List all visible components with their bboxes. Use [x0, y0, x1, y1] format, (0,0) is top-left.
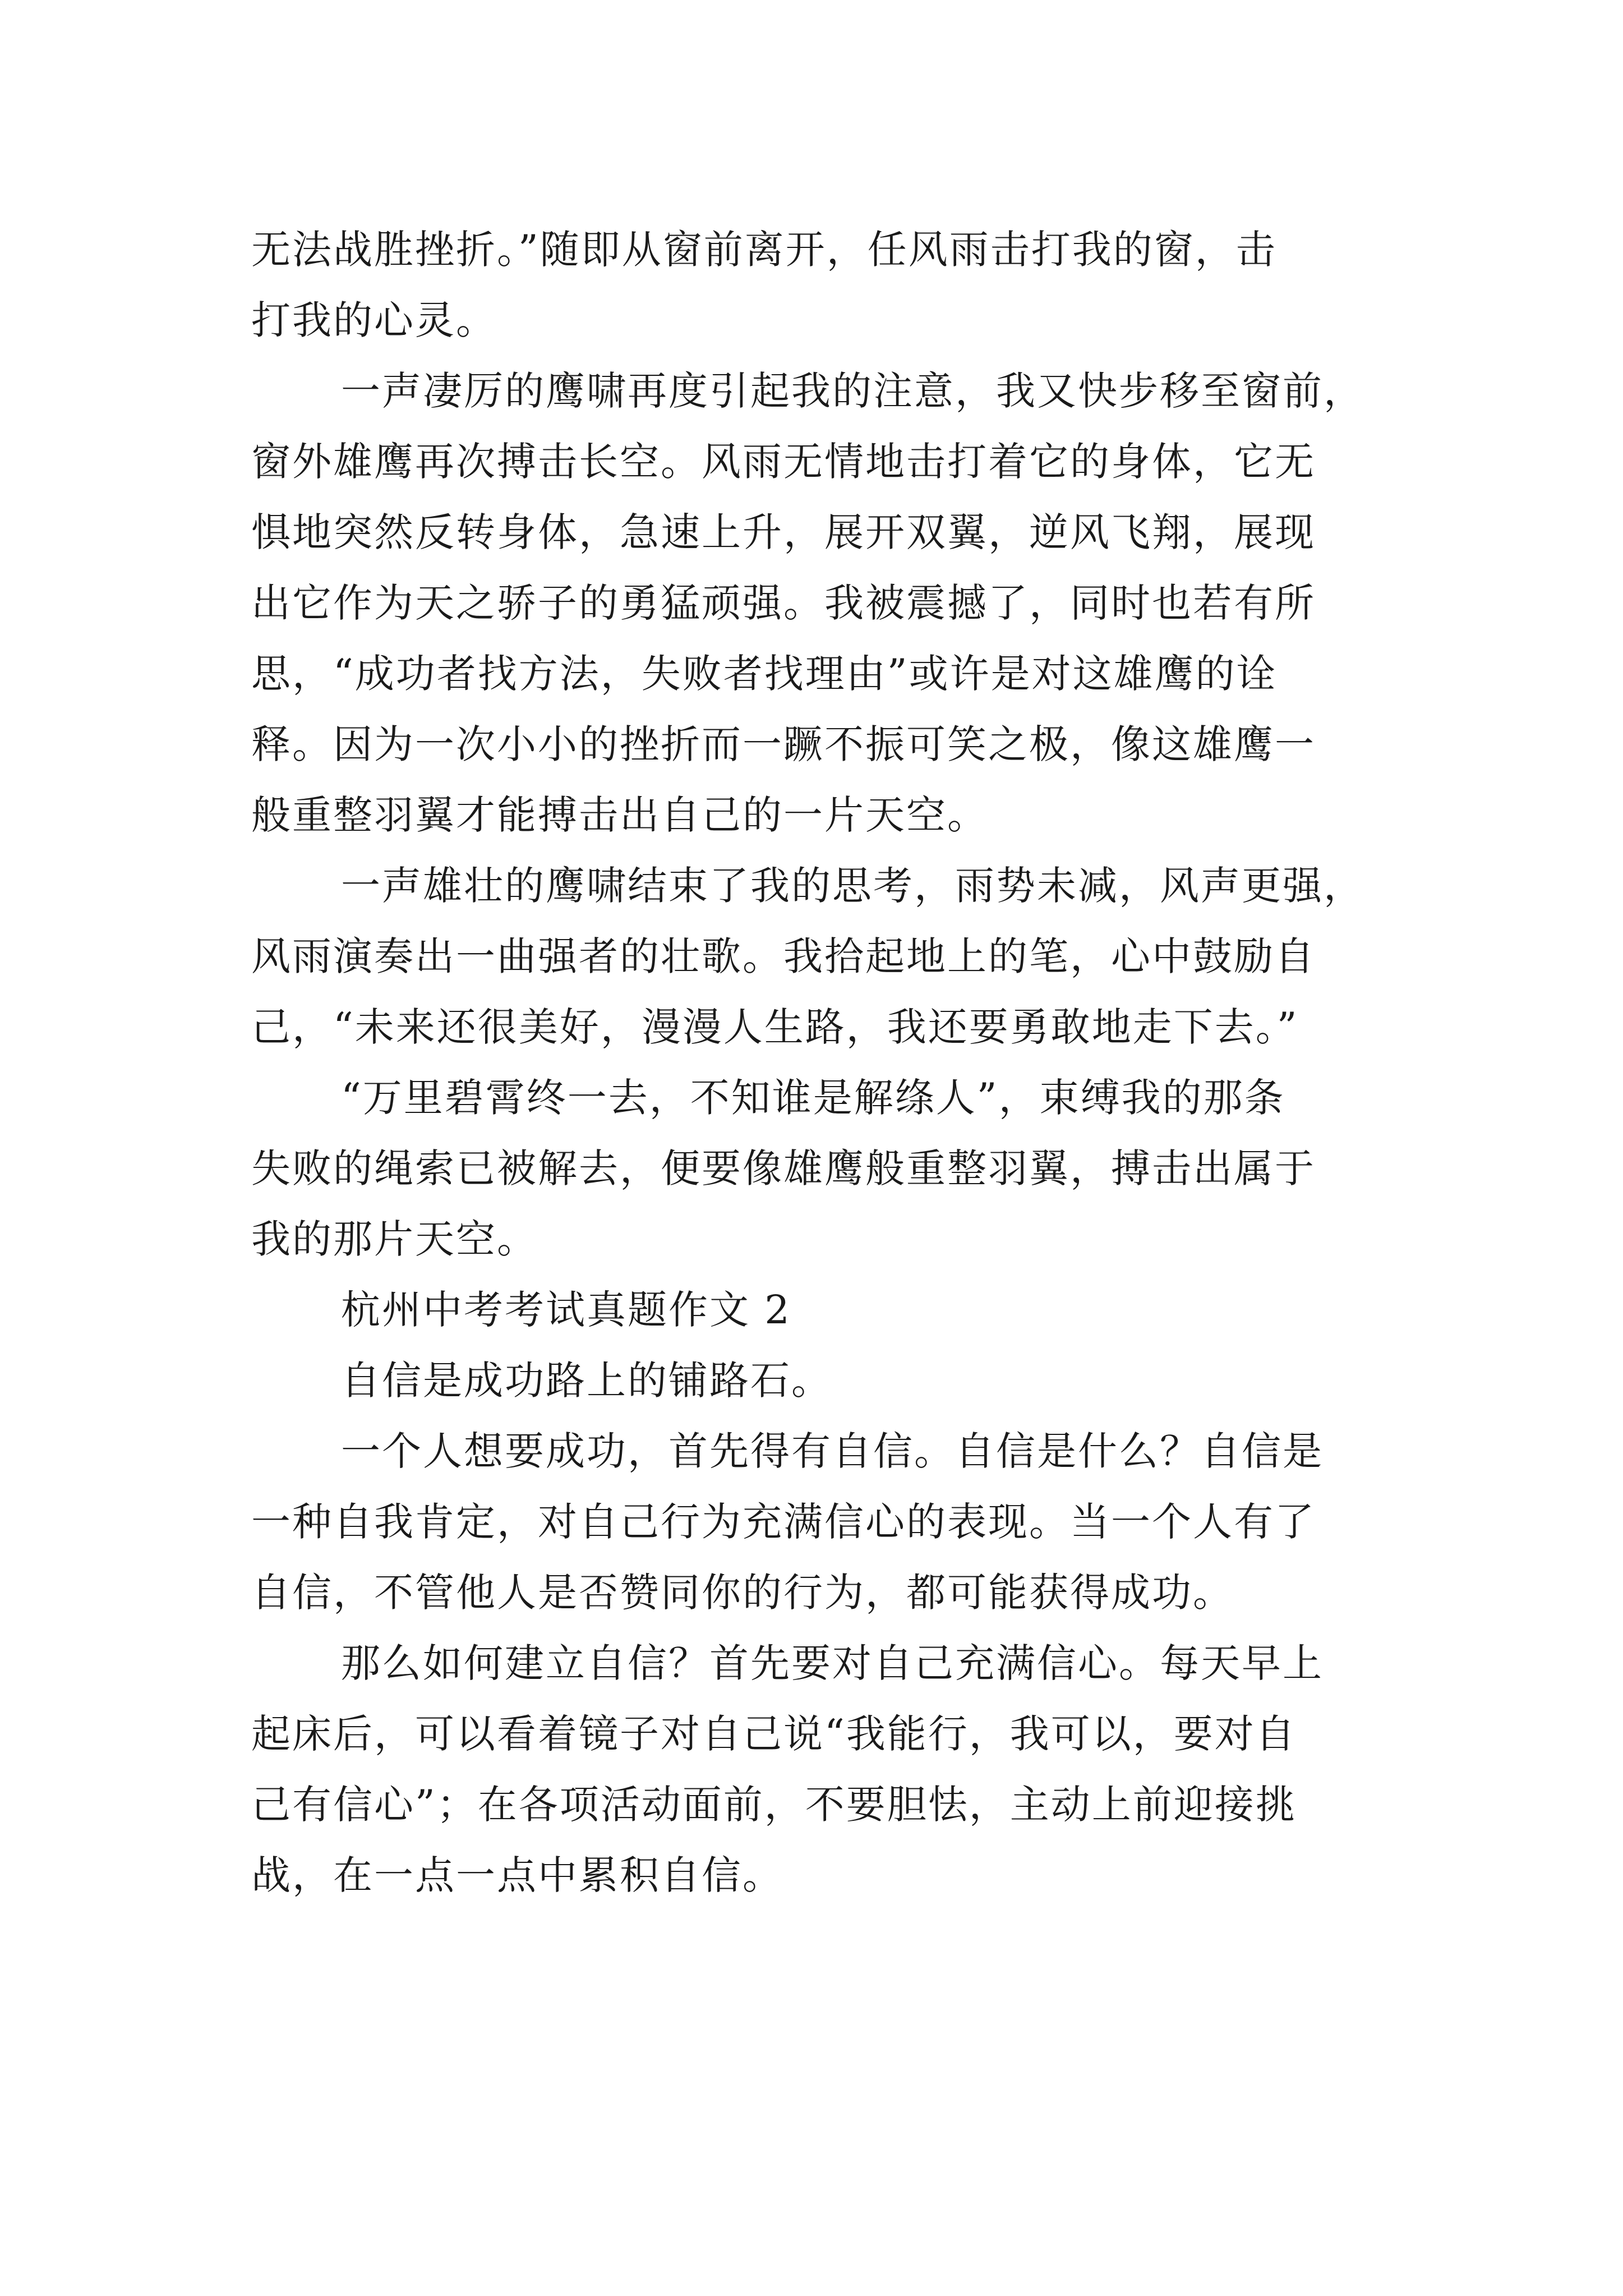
text-line: 思，“成功者找方法，失败者找理由”或许是对这雄鹰的诠	[251, 651, 1278, 697]
text-line: 战，在一点一点中累积自信。	[251, 1852, 783, 1898]
section-heading: 杭州中考考试真题作文 2	[341, 1287, 791, 1333]
text-line: 一种自我肯定，对自己行为充满信心的表现。当一个人有了	[251, 1499, 1316, 1545]
paragraph-first-line: “万里碧霄终一去，不知谁是解绦人”，束缚我的那条	[341, 1075, 1285, 1121]
text-line: 己有信心”；在各项活动面前，不要胆怯，主动上前迎接挑	[251, 1782, 1297, 1828]
paragraph-first-line: 自信是成功路上的铺路石。	[341, 1358, 832, 1404]
text-line: 窗外雄鹰再次搏击长空。风雨无情地击打着它的身体，它无	[251, 439, 1316, 485]
paragraph-first-line: 一个人想要成功，首先得有自信。自信是什么？自信是	[341, 1428, 1324, 1474]
text-line: 出它作为天之骄子的勇猛顽强。我被震撼了，同时也若有所	[251, 580, 1316, 626]
text-line: 起床后，可以看着镜子对自己说“我能行，我可以，要对自	[251, 1711, 1297, 1757]
document-body	[251, 214, 1407, 1911]
text-line: 惧地突然反转身体，急速上升，展开双翼，逆风飞翔，展现	[251, 509, 1316, 555]
paragraph-first-line: 一声凄厉的鹰啸再度引起我的注意，我又快步移至窗前，	[341, 368, 1364, 414]
text-line: 风雨演奏出一曲强者的壮歌。我拾起地上的笔，心中鼓励自	[251, 933, 1316, 979]
text-line: 释。因为一次小小的挫折而一蹶不振可笑之极，像这雄鹰一	[251, 721, 1316, 767]
paragraph-first-line: 那么如何建立自信？首先要对自己充满信心。每天早上	[341, 1640, 1324, 1686]
text-line: 无法战胜挫折。”随即从窗前离开，任风雨击打我的窗，击	[251, 227, 1277, 273]
text-line: 般重整羽翼才能搏击出自己的一片天空。	[251, 792, 988, 838]
text-line: 失败的绳索已被解去，便要像雄鹰般重整羽翼，搏击出属于	[251, 1145, 1316, 1191]
paragraph-first-line: 一声雄壮的鹰啸结束了我的思考，雨势未减，风声更强，	[341, 863, 1364, 909]
text-line: 打我的心灵。	[251, 297, 497, 343]
text-line: 己，“未来还很美好，漫漫人生路，我还要勇敢地走下去。”	[251, 1004, 1299, 1050]
text-line: 我的那片天空。	[251, 1216, 538, 1262]
text-line: 自信，不管他人是否赞同你的行为，都可能获得成功。	[251, 1570, 1234, 1616]
